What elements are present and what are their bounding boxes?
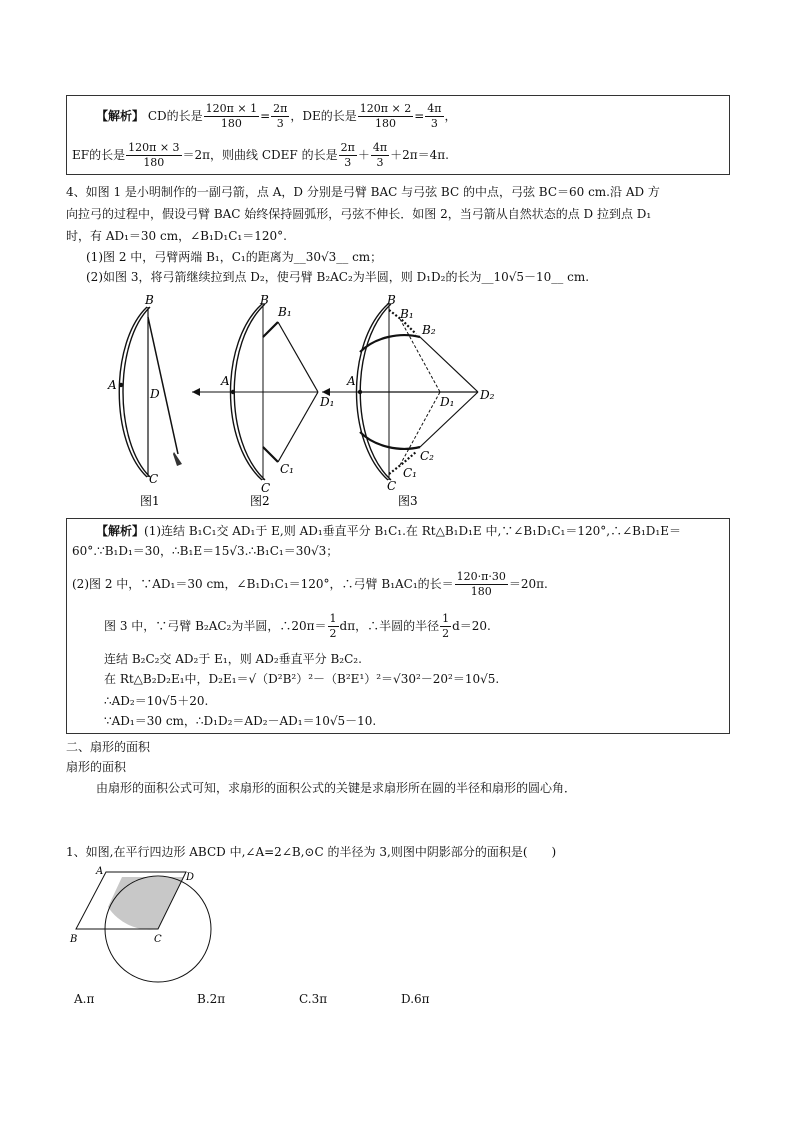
q4-part-2: (2)如图 3，将弓箭继续拉到点 D₂，使弓臂 B₂AC₂为半圆，则 D₁D₂的长为__10√5－10__ cm.: [86, 270, 590, 284]
solution-2-line-6: 在 Rt△B₂D₂E₁中，D₂E₁＝√（D²B²）²－（B²E¹）²＝√30²－20²＝10√5.: [104, 672, 500, 686]
fig2-string-top: [278, 322, 318, 392]
solution-2-line-1: 【解析】(1)连结 B₁C₁交 AD₁于 E,则 AD₁垂直平分 B₁C₁.在 Rt△B₁D₁E 中,∵∠B₁D₁C₁＝120°,∴∠B₁D₁E＝: [96, 524, 681, 538]
svg-text:B₁: B₁: [278, 305, 292, 319]
answer-2: __10√5－10__: [481, 270, 564, 284]
svg-text:D₁: D₁: [440, 395, 455, 409]
svg-text:C: C: [387, 479, 397, 493]
solution-1-line-2: EF的长是 $\frac{120\pi \times 3}{180}$ ＝2π，则曲线 CDEF 的长是 $\frac{2\pi}{3}$ ＋ $\frac{4\pi}{3}$ ＋2π＝4π.: [72, 141, 449, 169]
svg-text:B₁: B₁: [400, 307, 414, 321]
svg-text:A: A: [347, 374, 356, 388]
svg-text:C: C: [154, 934, 162, 945]
svg-text:D: D: [186, 872, 195, 883]
q4-line-2: 向拉弓的过程中，假设弓臂 BAC 始终保持圆弧形，弓弦不伸长．如图 2，当弓箭从自然状态的点 D 拉到点 D₁: [66, 207, 652, 221]
fig1-arrow: [148, 317, 178, 454]
svg-text:A: A: [221, 374, 230, 388]
svg-text:B: B: [260, 293, 269, 307]
solution-label: 【解析】: [96, 109, 145, 123]
section-body: 由扇形的面积公式可知，求扇形的面积公式的关键是求扇形所在圆的半径和扇形的圆心角．: [96, 781, 577, 795]
shaded-sector: [108, 877, 183, 930]
svg-text:A: A: [96, 866, 104, 877]
solution-2-line-5: 连结 B₂C₂交 AD₂于 E₁，则 AD₂垂直平分 B₂C₂.: [104, 652, 362, 666]
q1-stem: 1、如图,在平行四边形 ABCD 中,∠A=2∠B,⊙C 的半径为 3,则图中阴影部分的面积是( ): [66, 845, 557, 859]
q1-figure: [66, 862, 226, 987]
svg-text:D₂: D₂: [480, 388, 495, 402]
bow-figures: [100, 292, 520, 512]
section-subheading: 扇形的面积: [66, 760, 127, 774]
solution-2-line-4: 图 3 中，∵弓臂 B₂AC₂为半圆，∴20π＝ $\frac{1}{2}$ dπ，∴半圆的半径 $\frac{1}{2}$ d＝20.: [104, 612, 491, 640]
answer-1: __30√3__: [293, 250, 349, 264]
svg-text:C₁: C₁: [280, 462, 294, 476]
fig2-string-bottom: [278, 392, 318, 462]
q4-line-1: 4、如图 1 是小明制作的一副弓箭，点 A，D 分别是弓臂 BAC 与弓弦 BC 的中点，弓弦 BC＝60 cm.沿 AD 方: [66, 185, 660, 199]
fig1-caption: 图1: [140, 494, 160, 508]
fig1-label-D: D: [150, 387, 160, 401]
svg-text:C: C: [261, 481, 271, 495]
fig1-label-C: C: [149, 472, 159, 486]
choice-a[interactable]: A.π: [74, 992, 95, 1006]
solution-2-line-7: ∴AD₂＝10√5＋20.: [104, 694, 209, 708]
solution-2-line-8: ∵AD₁＝30 cm，∴D₁D₂＝AD₂－AD₁＝10√5－10.: [104, 714, 377, 728]
fig3-caption: 图3: [398, 494, 418, 508]
choice-b[interactable]: B.2π: [197, 992, 226, 1006]
solution-2-line-2: 60°.∵B₁D₁＝30，∴B₁E＝15√3.∴B₁C₁＝30√3；: [72, 544, 339, 558]
svg-text:B₂: B₂: [422, 323, 436, 337]
q4-part-1: (1)图 2 中，弓臂两端 B₁，C₁的距离为__30√3__ cm；: [86, 250, 383, 264]
section-heading: 二、扇形的面积: [66, 740, 151, 754]
choice-d[interactable]: D.6π: [401, 992, 430, 1006]
svg-text:B: B: [387, 293, 396, 307]
solution-2-line-3: (2)图 2 中，∵AD₁＝30 cm，∠B₁D₁C₁＝120°，∴弓臂 B₁AC₁的长＝ $\frac{120\cdot\pi\cdot 30}{180}$ ＝20π.: [72, 570, 548, 598]
svg-text:C₂: C₂: [420, 449, 434, 463]
choice-c[interactable]: C.3π: [299, 992, 328, 1006]
fig1-label-A: A: [108, 378, 117, 392]
svg-text:C₁: C₁: [403, 466, 417, 480]
q4-line-3: 时，有 AD₁＝30 cm，∠B₁D₁C₁＝120°.: [66, 229, 287, 243]
solution-1-line-1: 【解析】 CD的长是 $\frac{120\pi \times 1}{180}$ = $\frac{2\pi}{3}$ ，DE的长是 $\frac{120\pi \times 2}{180}$ = $\frac{4\pi}{3}$ ，: [96, 102, 457, 130]
fig2-caption: 图2: [250, 494, 270, 508]
svg-text:D₁: D₁: [320, 395, 335, 409]
fig1-label-B: B: [145, 293, 154, 307]
svg-text:B: B: [70, 934, 78, 945]
